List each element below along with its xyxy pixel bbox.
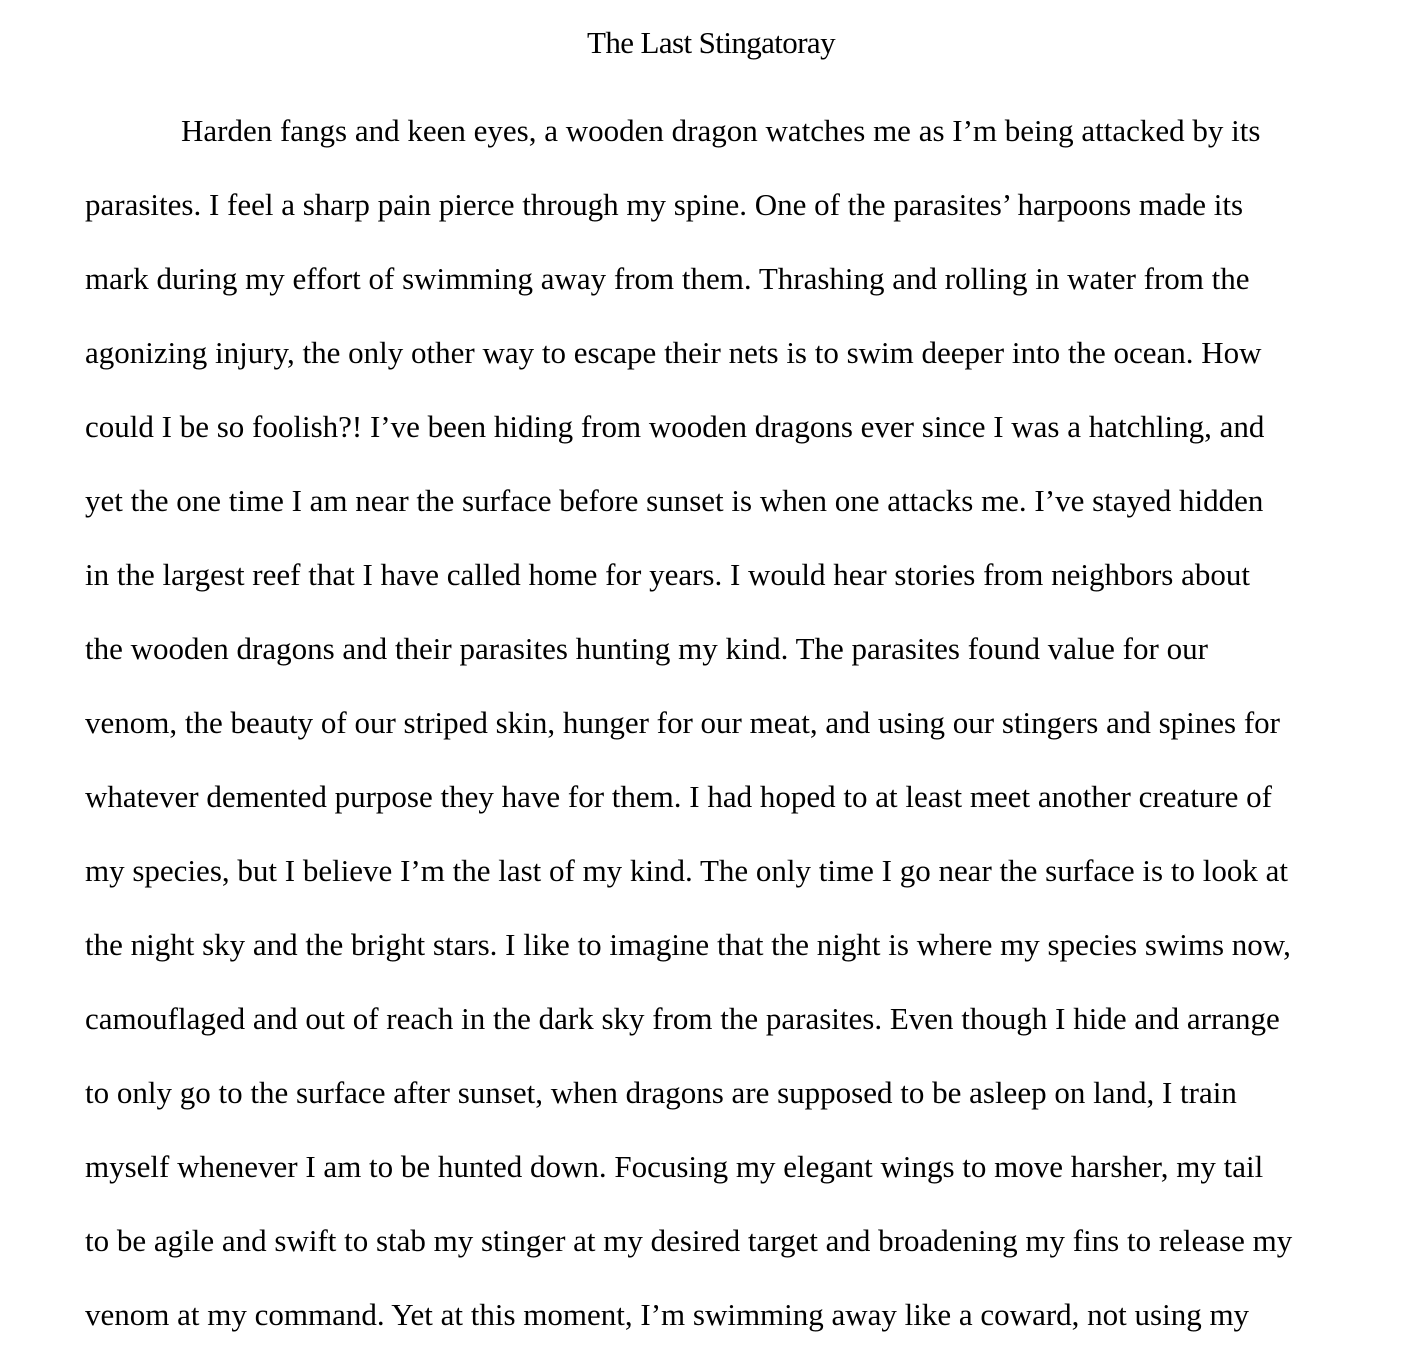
paragraph-line: myself whenever I am to be hunted down. Focusing my elegant wings to move harsher, my tail [85, 1149, 1264, 1184]
paragraph-line: the wooden dragons and their parasites hunting my kind. The parasites found value for our [85, 631, 1208, 666]
paragraph-line: to be agile and swift to stab my stinger at my desired target and broadening my fins to release my [85, 1223, 1293, 1258]
paragraph-line: mark during my effort of swimming away from them. Thrashing and rolling in water from the [85, 261, 1250, 296]
paragraph-line: could I be so foolish?! I’ve been hiding from wooden dragons ever since I was a hatchling, and [85, 409, 1265, 444]
paragraph-line: yet the one time I am near the surface before sunset is when one attacks me. I’ve stayed hidden [85, 483, 1264, 518]
paragraph-line: agonizing injury, the only other way to escape their nets is to swim deeper into the ocean. How [85, 335, 1262, 370]
paragraph-line: venom at my command. Yet at this moment, I’m swimming away like a coward, not using my [85, 1297, 1250, 1332]
paragraph-line: to only go to the surface after sunset, when dragons are supposed to be asleep on land, I train [85, 1075, 1237, 1110]
document-title: The Last Stingatoray [587, 25, 835, 60]
story-paragraph [85, 94, 1345, 1352]
paragraph-line: in the largest reef that I have called home for years. I would hear stories from neighbors about [85, 557, 1250, 592]
paragraph-line: parasites. I feel a sharp pain pierce through my spine. One of the parasites’ harpoons made its [85, 187, 1244, 222]
paragraph-line: my species, but I believe I’m the last of my kind. The only time I go near the surface is to look at [85, 853, 1288, 888]
paragraph-line: whatever demented purpose they have for them. I had hoped to at least meet another creature of [85, 779, 1272, 814]
paragraph-line: the night sky and the bright stars. I like to imagine that the night is where my species swims now, [85, 927, 1291, 962]
paragraph-line: venom, the beauty of our striped skin, hunger for our meat, and using our stingers and spines for [85, 705, 1280, 740]
paragraph-line: Harden fangs and keen eyes, a wooden dragon watches me as I’m being attacked by its [181, 113, 1261, 148]
paragraph-line: camouflaged and out of reach in the dark sky from the parasites. Even though I hide and arrange [85, 1001, 1280, 1036]
